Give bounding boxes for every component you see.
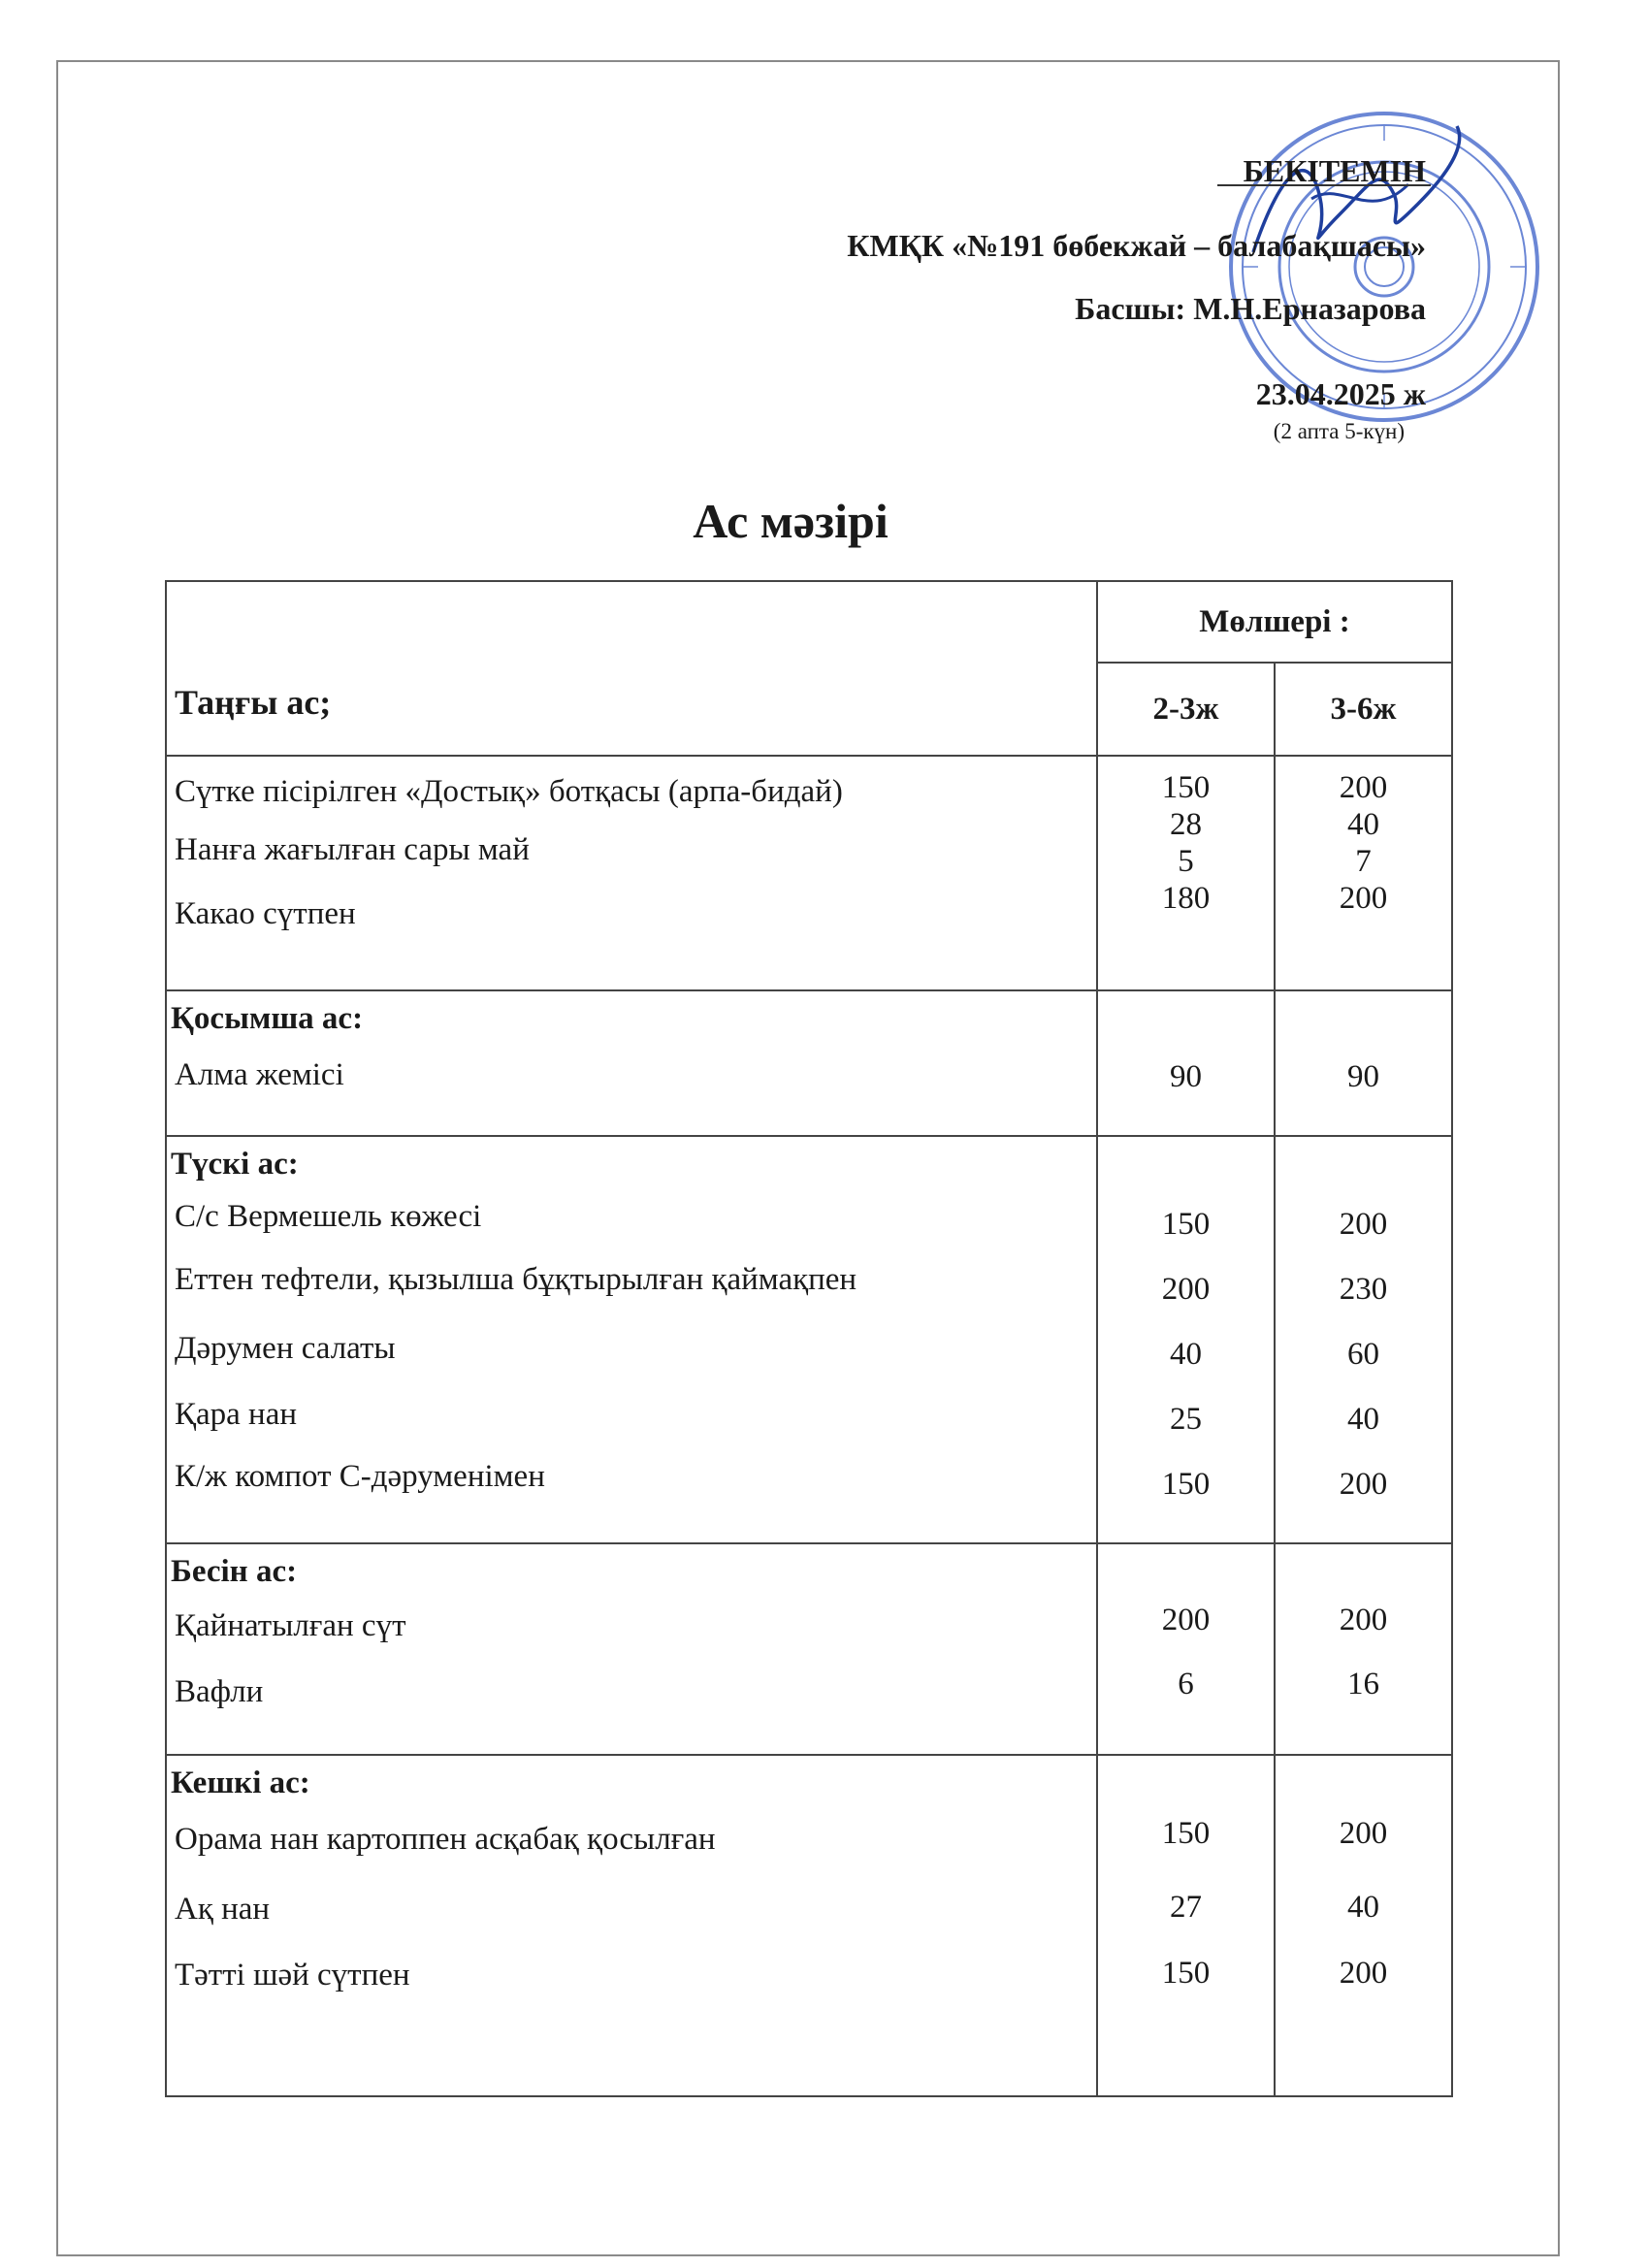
value: 200: [1339, 881, 1388, 916]
afternoon-values-2-3: [1097, 1543, 1275, 1755]
header-age-2-3: 2-3ж: [1097, 663, 1275, 756]
menu-item: Еттен тефтели, қызылша бұқтырылған қаймақпен: [175, 1262, 857, 1297]
value: 200: [1339, 1467, 1388, 1502]
value: 7: [1355, 844, 1372, 879]
menu-item: С/с Вермешель көжесі: [175, 1199, 482, 1234]
value: 150: [1161, 1467, 1211, 1502]
value: 180: [1161, 881, 1211, 916]
header-age-3-6: 3-6ж: [1275, 663, 1452, 756]
value: 27: [1170, 1890, 1202, 1925]
approval-title: БЕКІТЕМІН: [1243, 153, 1426, 188]
value: 5: [1178, 844, 1194, 879]
value: 150: [1161, 1956, 1211, 1991]
menu-item: Вафли: [175, 1674, 264, 1709]
menu-item: Алма жемісі: [175, 1057, 344, 1092]
value: 200: [1161, 1272, 1211, 1307]
value: 90: [1275, 990, 1452, 1136]
breakfast-items: [166, 756, 1097, 990]
lunch-values-2-3: [1097, 1136, 1275, 1543]
afternoon-items: [166, 1543, 1097, 1755]
value: 150: [1161, 1816, 1211, 1851]
value: 200: [1339, 1603, 1388, 1637]
menu-item: Нанға жағылған сары май: [175, 832, 530, 867]
value: 28: [1170, 807, 1202, 842]
section-title: Түскі ас:: [171, 1147, 299, 1182]
value: 200: [1161, 1603, 1211, 1637]
menu-item: Сүтке пісірілген «Достық» ботқасы (арпа-бидай): [175, 774, 843, 809]
menu-item: Тәтті шәй сүтпен: [175, 1958, 410, 1993]
value: 40: [1347, 1890, 1379, 1925]
approval-head: Басшы: М.Н.Ерназарова: [1075, 291, 1426, 326]
value: 200: [1339, 1816, 1388, 1851]
menu-item: Дәрумен салаты: [175, 1331, 396, 1366]
value: 90: [1097, 990, 1275, 1136]
snack-items: [166, 990, 1097, 1136]
value: 40: [1347, 807, 1379, 842]
header-meal: Таңғы ас;: [166, 581, 1097, 756]
lunch-items: [166, 1136, 1097, 1543]
value: 25: [1170, 1402, 1202, 1437]
value: 150: [1161, 770, 1211, 805]
lunch-section: [166, 1136, 1452, 1543]
menu-item: Орама нан картоппен асқабақ қосылған: [175, 1822, 716, 1857]
lunch-values-3-6: [1275, 1136, 1452, 1543]
breakfast-values-3-6: [1275, 756, 1452, 990]
dinner-values-2-3: [1097, 1755, 1275, 2096]
dinner-section: [166, 1755, 1452, 2096]
afternoon-section: [166, 1543, 1452, 1755]
menu-item: Қара нан: [175, 1397, 298, 1432]
menu-item: Какао сүтпен: [175, 896, 356, 931]
value: 6: [1178, 1667, 1194, 1701]
value: 200: [1339, 1956, 1388, 1991]
value: 150: [1161, 1207, 1211, 1242]
value: 200: [1339, 770, 1388, 805]
snack-section: [166, 990, 1452, 1136]
header-quantity: Мөлшері :: [1097, 581, 1452, 663]
section-title: Қосымша ас:: [171, 1001, 364, 1036]
breakfast-section: [166, 756, 1452, 990]
menu-item: Ақ нан: [175, 1892, 271, 1927]
section-title: Кешкі ас:: [171, 1766, 310, 1800]
dinner-values-3-6: [1275, 1755, 1452, 2096]
approval-note: (2 апта 5-күн): [1273, 419, 1405, 443]
value: 230: [1339, 1272, 1388, 1307]
signature-line: [1217, 184, 1431, 186]
value: 40: [1347, 1402, 1379, 1437]
menu-item: К/ж компот С-дәруменімен: [175, 1459, 545, 1494]
approval-organization: КМҚК «№191 бөбекжай – балабақшасы»: [847, 228, 1426, 263]
header-row: [166, 581, 1452, 663]
menu-item: Қайнатылған сүт: [175, 1608, 406, 1643]
section-title: Бесін ас:: [171, 1554, 298, 1589]
afternoon-values-3-6: [1275, 1543, 1452, 1755]
approval-date: 23.04.2025 ж: [1255, 376, 1426, 411]
breakfast-values-2-3: [1097, 756, 1275, 990]
menu-table: [165, 580, 1453, 2097]
value: 60: [1347, 1337, 1379, 1372]
page-title: Ас мәзірі: [693, 494, 889, 548]
value: 40: [1170, 1337, 1202, 1372]
value: 16: [1347, 1667, 1379, 1701]
value: 200: [1339, 1207, 1388, 1242]
dinner-items: [166, 1755, 1097, 2096]
